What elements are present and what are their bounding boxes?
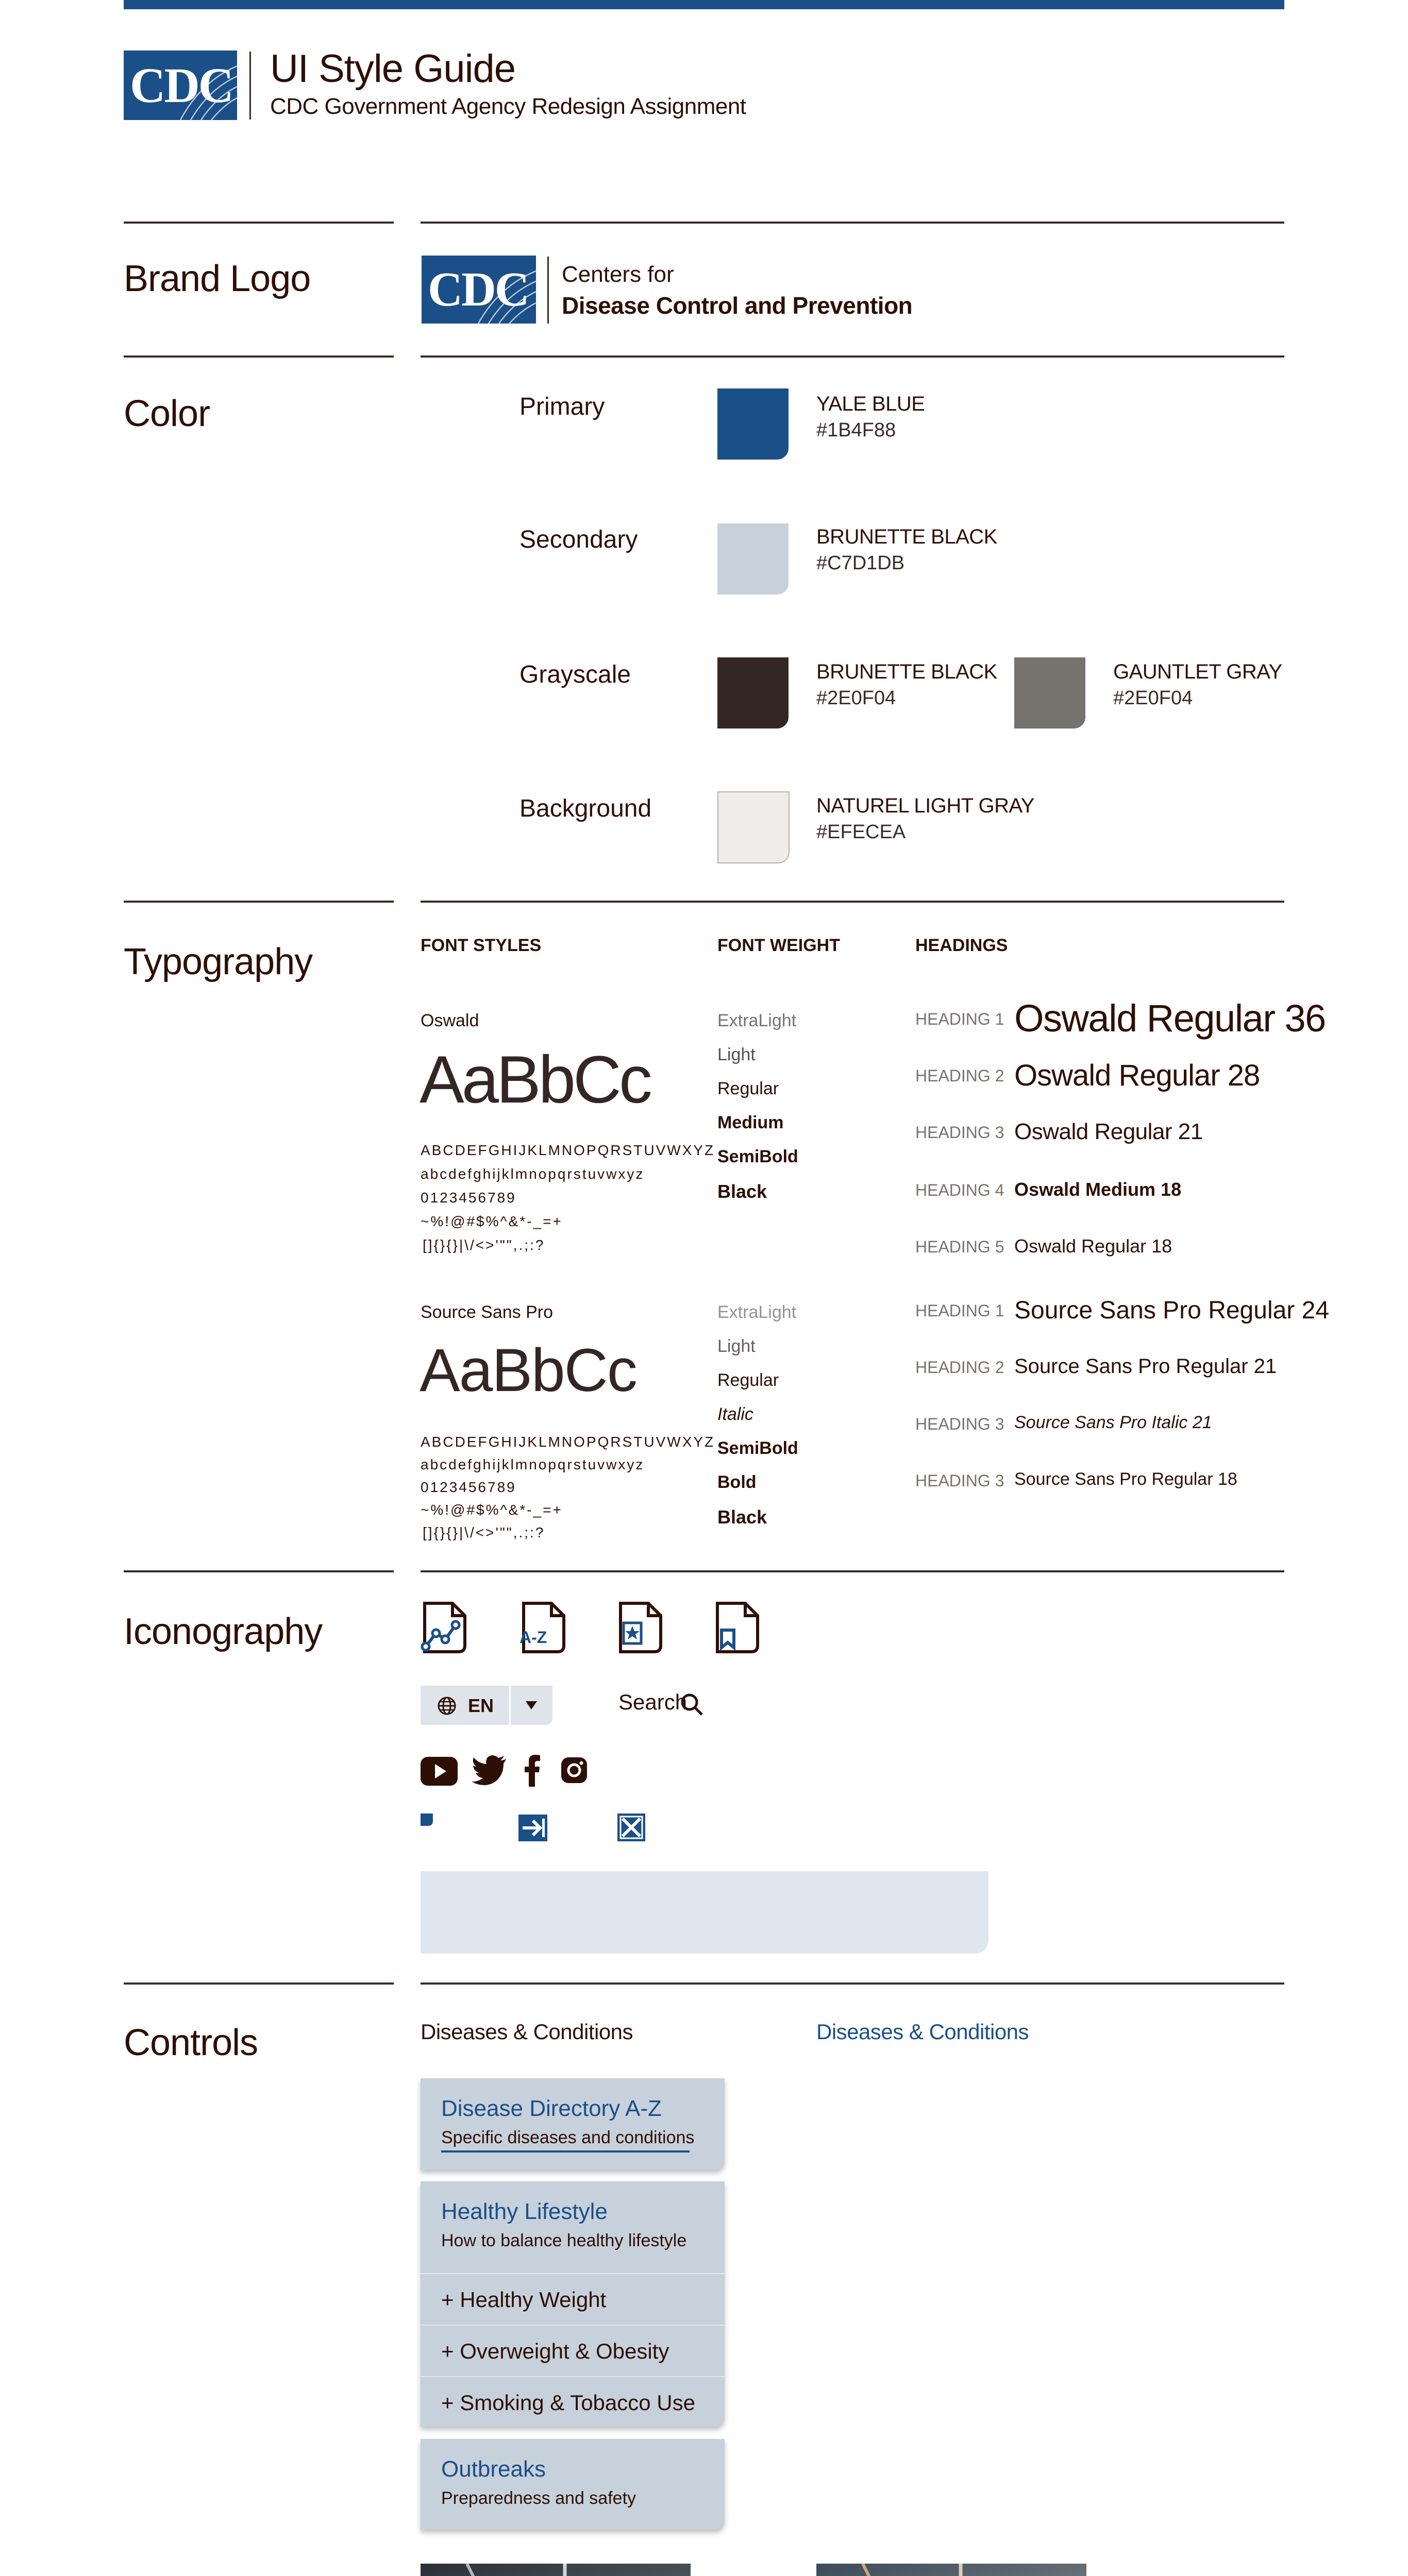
source-h1-label: HEADING 1: [915, 1301, 1004, 1320]
menu-card-outbreaks[interactable]: [421, 2439, 725, 2530]
swatch-naturel-light-gray: [717, 791, 790, 863]
youtube-icon[interactable]: [421, 1757, 458, 1788]
twitter-icon[interactable]: [472, 1755, 507, 1788]
section-title-brand-logo: Brand Logo: [124, 258, 311, 299]
oswald-h2-label: HEADING 2: [915, 1066, 1004, 1085]
nav-diseases-conditions-active[interactable]: Diseases & Conditions: [816, 2020, 1029, 2044]
brand-cdc-logo-text: CDC: [428, 263, 528, 316]
menu-card-disease-directory[interactable]: [421, 2078, 725, 2170]
source-h4-label: HEADING 3: [915, 1471, 1004, 1490]
section-title-color: Color: [124, 393, 210, 434]
az-document-icon[interactable]: [519, 1601, 567, 1657]
rule-brand-left: [124, 222, 394, 224]
section-title-controls: Controls: [124, 2022, 258, 2063]
oswald-h4-sample: Oswald Medium 18: [1014, 1179, 1182, 1200]
swatch-secondary: [717, 523, 789, 595]
oswald-h1-sample: Oswald Regular 36: [1014, 997, 1326, 1040]
menu-divider: [421, 2325, 725, 2326]
mosquito-image-grayscale: [421, 2564, 691, 2576]
rule-icon-right: [421, 1570, 1284, 1572]
color-grayscale-label: Grayscale: [519, 661, 631, 688]
chevron-down-icon: [524, 1699, 539, 1714]
nav-diseases-conditions[interactable]: Diseases & Conditions: [421, 2020, 633, 2044]
swatch-yale-blue-hex: #1B4F88: [816, 419, 896, 441]
oswald-h2-sample: Oswald Regular 28: [1014, 1059, 1260, 1092]
menu-healthy-lifestyle-sub: How to balance healthy lifestyle: [441, 2231, 687, 2250]
oswald-h1-label: HEADING 1: [915, 1010, 1004, 1028]
brand-divider: [547, 257, 549, 324]
menu-divider: [421, 2273, 725, 2274]
swatch-gauntlet-gray: [1014, 657, 1085, 728]
menu-disease-directory-sub: Specific diseases and conditions: [441, 2128, 695, 2147]
swatch-yale-blue-name: YALE BLUE: [816, 393, 925, 415]
color-primary-label: Primary: [519, 393, 605, 420]
source-h4-sample: Source Sans Pro Regular 18: [1014, 1469, 1237, 1489]
color-background-label: Background: [519, 795, 652, 822]
swatch-naturel-light-gray-name: NATUREL LIGHT GRAY: [816, 794, 1034, 817]
source-lower: abcdefghijklmnopqrstuvwxyz: [421, 1456, 645, 1472]
menu-healthy-lifestyle-title[interactable]: Healthy Lifestyle: [441, 2199, 608, 2224]
source-weight-black: Black: [717, 1506, 767, 1528]
oswald-digits: 0123456789: [421, 1190, 516, 1206]
typo-header-font-styles: FONT STYLES: [421, 936, 542, 955]
oswald-font-name: Oswald: [421, 1011, 479, 1030]
source-weight-regular: Regular: [717, 1370, 779, 1390]
source-symbols-1: ~%!@#$%^&*-_=+: [421, 1502, 563, 1518]
oswald-weight-regular: Regular: [717, 1079, 779, 1098]
menu-outbreaks-title[interactable]: Outbreaks: [441, 2456, 546, 2482]
menu-item-smoking-tobacco[interactable]: + Smoking & Tobacco Use: [441, 2391, 695, 2415]
facebook-icon[interactable]: [525, 1755, 540, 1789]
search-label: Search: [618, 1690, 688, 1714]
language-value: EN: [468, 1695, 494, 1716]
az-icon-text: A-Z: [519, 1628, 547, 1647]
menu-item-overweight-obesity[interactable]: + Overweight & Obesity: [441, 2339, 669, 2363]
page-title: UI Style Guide: [270, 47, 515, 91]
menu-card-healthy-lifestyle[interactable]: [421, 2181, 725, 2427]
source-h2-sample: Source Sans Pro Regular 21: [1014, 1355, 1277, 1378]
brand-line1: Centers for: [562, 262, 674, 287]
source-h1-sample: Source Sans Pro Regular 24: [1014, 1297, 1330, 1324]
dropdown-divider: [509, 1686, 511, 1725]
swatch-brunette-black-name: BRUNETTE BLACK: [816, 660, 997, 683]
oswald-weight-light: Light: [717, 1045, 756, 1064]
iconography-banner: [421, 1871, 988, 1954]
rule-icon-left: [124, 1570, 394, 1572]
swatch-gauntlet-gray-name: GAUNTLET GRAY: [1113, 660, 1282, 683]
source-weight-italic: Italic: [717, 1404, 753, 1424]
globe-icon: [437, 1696, 457, 1718]
source-h2-label: HEADING 2: [915, 1358, 1004, 1377]
oswald-h3-label: HEADING 3: [915, 1123, 1004, 1142]
oswald-weight-extralight: ExtraLight: [717, 1011, 797, 1030]
oswald-symbols-1: ~%!@#$%^&*-_=+: [421, 1213, 563, 1229]
star-document-icon[interactable]: [616, 1601, 664, 1657]
swatch-secondary-hex: #C7D1DB: [816, 552, 905, 574]
source-upper: ABCDEFGHIJKLMNOPQRSTUVWXYZ: [421, 1434, 715, 1450]
typo-header-headings: HEADINGS: [915, 936, 1008, 955]
rule-typo-left: [124, 901, 394, 903]
menu-item-healthy-weight[interactable]: + Healthy Weight: [441, 2287, 607, 2312]
oswald-h5-label: HEADING 5: [915, 1238, 1004, 1256]
oswald-sample: AaBbCc: [420, 1042, 650, 1117]
oswald-weight-black: Black: [717, 1181, 767, 1202]
instagram-icon[interactable]: [560, 1756, 589, 1787]
source-digits: 0123456789: [421, 1479, 516, 1495]
typo-header-font-weight: FONT WEIGHT: [717, 936, 840, 955]
close-icon[interactable]: [617, 1814, 645, 1844]
mosquito-image-color: [816, 2564, 1086, 2576]
menu-outbreaks-sub: Preparedness and safety: [441, 2488, 636, 2508]
section-title-iconography: Iconography: [124, 1611, 323, 1652]
bookmark-document-icon[interactable]: [713, 1601, 761, 1657]
brand-cdc-logo: [422, 256, 536, 324]
rule-brand-right: [421, 222, 1284, 224]
source-h3-label: HEADING 3: [915, 1415, 1004, 1433]
oswald-symbols-2: []{}{}|\/<>'"",.;:?: [423, 1237, 545, 1253]
page-subtitle: CDC Government Agency Redesign Assignment: [270, 94, 746, 119]
swatch-gauntlet-gray-hex: #2E0F04: [1113, 687, 1193, 709]
blue-corner-icon: [421, 1814, 433, 1828]
chart-document-icon[interactable]: [421, 1601, 468, 1657]
rule-controls-left: [124, 1982, 394, 1985]
source-weight-extralight: ExtraLight: [717, 1302, 797, 1322]
arrow-right-icon[interactable]: [518, 1815, 547, 1844]
menu-divider: [421, 2376, 725, 2377]
brand-line2: Disease Control and Prevention: [562, 292, 913, 319]
menu-disease-directory-title[interactable]: Disease Directory A-Z: [441, 2096, 662, 2121]
language-selector[interactable]: [421, 1686, 552, 1725]
top-bar: [124, 0, 1284, 9]
swatch-brunette-black-hex: #2E0F04: [816, 687, 896, 709]
source-weight-light: Light: [717, 1336, 756, 1356]
source-weight-bold: Bold: [717, 1472, 757, 1492]
oswald-weight-semibold: SemiBold: [717, 1147, 798, 1166]
oswald-h5-sample: Oswald Regular 18: [1014, 1235, 1172, 1257]
oswald-h4-label: HEADING 4: [915, 1181, 1004, 1199]
rule-color-right: [421, 355, 1284, 358]
rule-color-left: [124, 355, 394, 358]
swatch-brunette-black: [717, 657, 789, 728]
swatch-naturel-light-gray-hex: #EFECEA: [816, 821, 906, 843]
header-cdc-logo-text: CDC: [130, 58, 232, 113]
search-icon: [679, 1692, 704, 1719]
oswald-lower: abcdefghijklmnopqrstuvwxyz: [421, 1166, 645, 1182]
section-title-typography: Typography: [124, 941, 313, 982]
header-divider: [249, 52, 251, 120]
source-font-name: Source Sans Pro: [421, 1302, 554, 1322]
rule-controls-right: [421, 1982, 1284, 1985]
source-symbols-2: []{}{}|\/<>'"",.;:?: [423, 1524, 545, 1540]
source-h3-sample: Source Sans Pro Italic 21: [1014, 1413, 1212, 1432]
menu-disease-directory-underline: [441, 2150, 690, 2153]
swatch-secondary-name: BRUNETTE BLACK: [816, 526, 997, 548]
color-secondary-label: Secondary: [519, 526, 638, 553]
rule-typo-right: [421, 901, 1284, 903]
swatch-yale-blue: [717, 388, 789, 460]
source-sample: AaBbCc: [420, 1336, 636, 1404]
oswald-upper: ABCDEFGHIJKLMNOPQRSTUVWXYZ: [421, 1142, 715, 1158]
oswald-h3-sample: Oswald Regular 21: [1014, 1119, 1203, 1144]
oswald-weight-medium: Medium: [717, 1113, 784, 1132]
header-cdc-logo: [124, 50, 237, 120]
source-weight-semibold: SemiBold: [717, 1438, 798, 1458]
